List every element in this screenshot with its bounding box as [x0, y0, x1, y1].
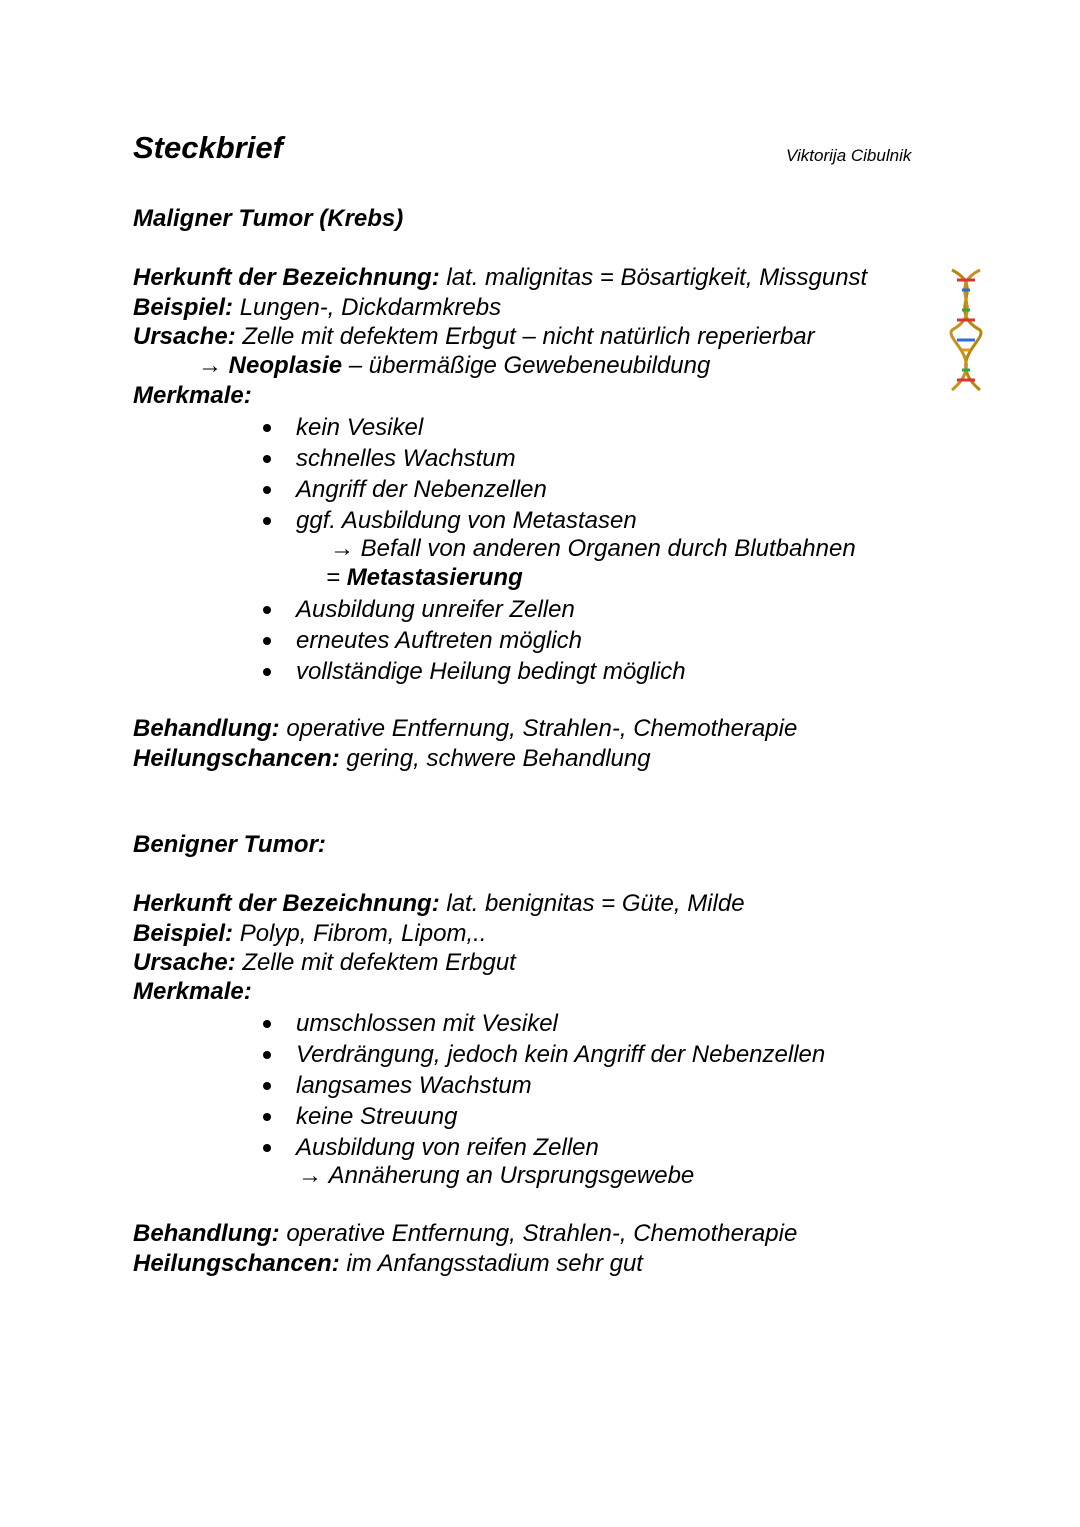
list-item: ggf. Ausbildung von Metastasen: [260, 505, 637, 536]
list-item: Angriff der Nebenzellen: [260, 474, 637, 505]
malignant-herkunft: Herkunft der Bezeichnung: lat. malignitas = Bösartigkeit, Missgunst: [133, 264, 868, 291]
malignant-behandlung: Behandlung: operative Entfernung, Strahlen-, Chemotherapie: [133, 715, 798, 742]
dna-helix-icon: [948, 268, 984, 392]
benign-beispiel: Beispiel: Polyp, Fibrom, Lipom,..: [133, 920, 487, 947]
list-item: langsames Wachstum: [260, 1070, 825, 1101]
list-item: keine Streuung: [260, 1101, 825, 1132]
malignant-beispiel: Beispiel: Lungen-, Dickdarmkrebs: [133, 294, 502, 321]
list-item: umschlossen mit Vesikel: [260, 1008, 825, 1039]
benign-behandlung: Behandlung: operative Entfernung, Strahlen-, Chemotherapie: [133, 1220, 798, 1247]
malignant-heilung: Heilungschancen: gering, schwere Behandlung: [133, 745, 651, 772]
section-heading-benign: Benigner Tumor:: [133, 831, 326, 858]
list-item: kein Vesikel: [260, 412, 637, 443]
malignant-neoplasie: → Neoplasie – übermäßige Gewebeneubildung: [198, 352, 711, 379]
benign-merkmale-label: Merkmale:: [133, 978, 252, 1005]
metastasen-note: → Befall von anderen Organen durch Blutbahnen: [330, 535, 856, 562]
benign-ursache: Ursache: Zelle mit defektem Erbgut: [133, 949, 516, 976]
arrow-right-icon: →: [198, 352, 229, 379]
author-name: Viktorija Cibulnik: [786, 146, 912, 165]
page-title: Steckbrief: [133, 130, 283, 165]
section-heading-malignant: Maligner Tumor (Krebs): [133, 205, 404, 232]
list-item: Ausbildung unreifer Zellen: [260, 594, 686, 625]
list-item: Verdrängung, jedoch kein Angriff der Nebenzellen: [260, 1039, 825, 1070]
list-item: vollständige Heilung bedingt möglich: [260, 656, 686, 687]
malignant-ursache: Ursache: Zelle mit defektem Erbgut – nicht natürlich reperierbar: [133, 323, 815, 350]
benign-herkunft: Herkunft der Bezeichnung: lat. benignitas = Güte, Milde: [133, 890, 745, 917]
arrow-right-icon: →: [298, 1162, 329, 1189]
benign-heilung: Heilungschancen: im Anfangsstadium sehr gut: [133, 1250, 643, 1277]
arrow-right-icon: →: [330, 535, 361, 562]
metastasierung-term: = Metastasierung: [326, 564, 523, 591]
list-item: Ausbildung von reifen Zellen: [260, 1132, 825, 1163]
malignant-merkmale-list-1: [260, 412, 637, 536]
benign-note: → Annäherung an Ursprungsgewebe: [298, 1162, 695, 1189]
malignant-merkmale-label: Merkmale:: [133, 382, 252, 409]
malignant-merkmale-list-2: [260, 594, 686, 687]
list-item: schnelles Wachstum: [260, 443, 637, 474]
list-item: erneutes Auftreten möglich: [260, 625, 686, 656]
benign-merkmale-list: [260, 1008, 825, 1163]
